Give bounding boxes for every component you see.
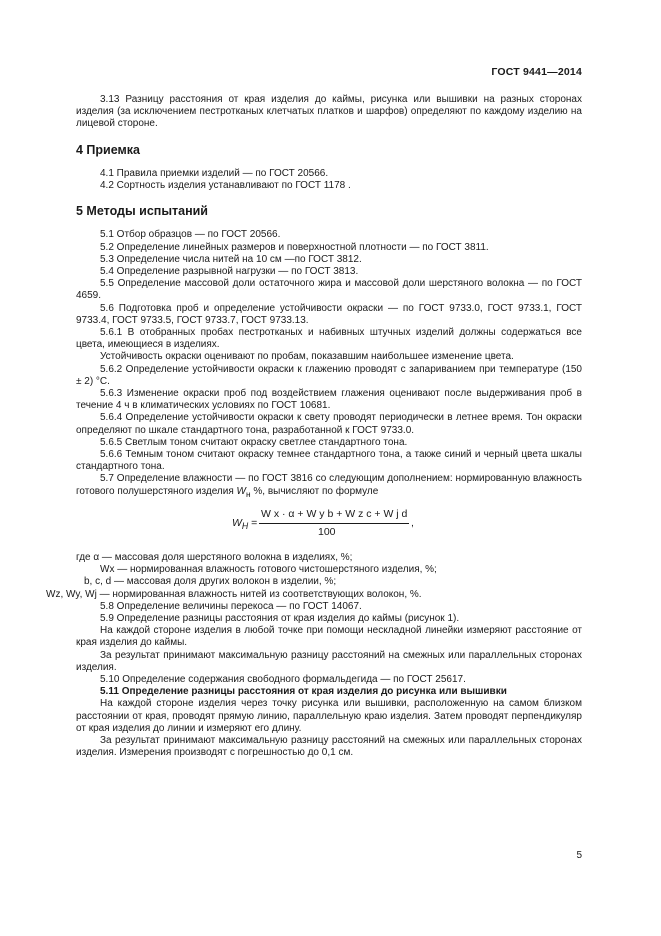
document-code-header: ГОСТ 9441—2014 (491, 66, 582, 78)
paragraph-5-9: 5.9 Определение разницы расстояния от края изделия до каймы (рисунок 1). (100, 612, 460, 624)
paragraph-5-6-1: 5.6.1 В отобранных пробах пестротканых и набивных штучных изделий должны содержаться все цвета, имеющиеся в изделиях. (76, 327, 582, 351)
paragraph-5-6-3: 5.6.3 Изменение окраски проб под воздействием глажения оценивают после выдерживания проб в течение 4 ч в климатических условиях по ГОСТ 10681. (76, 388, 582, 412)
paragraph-5-6-5: 5.6.5 Светлым тоном считают окраску светлее стандартного тона. (100, 436, 408, 448)
formula-comma: , (411, 516, 414, 529)
paragraph-5-4: 5.4 Определение разрывной нагрузки — по ГОСТ 3813. (100, 266, 359, 278)
formula-lhs-symbol: W (232, 516, 242, 529)
paragraph-5-5: 5.5 Определение массовой доли остаточного жира и массовой доли шерстяного волокна — по ГОСТ 4659. (76, 278, 582, 302)
paragraph-5-9-result: За результат принимают максимальную разницу расстояний на смежных или параллельных сторонах изделия. (76, 649, 582, 673)
moisture-symbol: W (236, 485, 246, 497)
paragraph-5-10: 5.10 Определение содержания свободного формальдегида — по ГОСТ 25617. (100, 673, 466, 685)
section-5-title: 5 Методы испытаний (76, 204, 208, 219)
formula-legend-bcd: b, c, d — массовая доля других волокон в изделии, %; (84, 576, 337, 588)
formula-legend-wzyj: Wz, Wy, Wj — нормированная влажность нитей из соответствующих волокон, %. (46, 588, 422, 600)
paragraph-5-11-result: За результат принимают максимальную разницу расстояний на смежных или параллельных сторонах изделия. Измерения производят с погрешностью до 0,1 см. (76, 734, 582, 759)
formula-lhs (232, 517, 257, 532)
section-4-title: 4 Приемка (76, 142, 140, 157)
paragraph-5-8: 5.8 Определение величины перекоса — по ГОСТ 14067. (100, 600, 362, 612)
formula-numerator: W x · α + W y b + W z c + W j d (261, 507, 408, 520)
formula-legend-wx: Wх — нормированная влажность готового чистошерстяного изделия, %; (100, 564, 437, 576)
paragraph-5-2: 5.2 Определение линейных размеров и поверхностной плотности — по ГОСТ 3811. (100, 241, 489, 253)
paragraph-4-1: 4.1 Правила приемки изделий — по ГОСТ 20566. (100, 167, 329, 179)
document-body (46, 94, 582, 759)
paragraph-5-6-4: 5.6.4 Определение устойчивости окраски к свету проводят периодически в летнее время. Тон окраски определяют по шкале стандартного тона, разработанной к ГОСТ 9733.0. (76, 412, 582, 436)
formula-legend-alpha: где α — массовая доля шерстяного волокна в изделиях, %; (76, 551, 353, 563)
paragraph-4-2: 4.2 Сортность изделия устанавливают по ГОСТ 1178 . (100, 180, 351, 192)
paragraph-3-13: 3.13 Разницу расстояния от края изделия до каймы, рисунка или вышивки на разных сторонах изделия (за исключением пестротканых клетчатых платков и шарфов) определяют по каждому изделию на лицевой стороне. (76, 94, 582, 130)
paragraph-5-6-6: 5.6.6 Темным тоном считают окраску темнее стандартного тона, а также синий и черный цвета шкалы стандартного тона. (76, 449, 582, 473)
paragraph-5-7 (76, 473, 582, 499)
formula-fraction-bar (259, 523, 409, 524)
moisture-formula (76, 506, 582, 546)
page-number: 5 (576, 850, 582, 861)
moisture-subscript: н (246, 488, 251, 499)
paragraph-5-11-title: 5.11 Определение разницы расстояния от края изделия до рисунка или вышивки (100, 686, 507, 698)
paragraph-5-1: 5.1 Отбор образцов — по ГОСТ 20566. (100, 229, 281, 241)
paragraph-5-11-measure: На каждой стороне изделия через точку рисунка или вышивки, расположенную на самом близком расстоянии от края, проводят прямую линию, параллельную краю изделия. Затем проводят перпендикуляр от края изделия до линии и измеряют его длину. (76, 698, 582, 734)
paragraph-5-7-text-b: %, вычисляют по формуле (250, 485, 379, 497)
paragraph-5-6-1-cont: Устойчивость окраски оценивают по пробам, показавшим наибольшее изменение цвета. (100, 351, 514, 363)
paragraph-5-9-measure: На каждой стороне изделия в любой точке при помощи нескладной линейки измеряют расстояние от края изделия до каймы. (76, 625, 582, 649)
paragraph-5-7-text-a: 5.7 Определение влажности — по ГОСТ 3816 со следующим дополнением: нормированную влажность готового полушерстяного изделия (76, 473, 582, 497)
paragraph-5-6: 5.6 Подготовка проб и определение устойчивости окраски — по ГОСТ 9733.0, ГОСТ 9733.1, ГОСТ 9733.4, ГОСТ 9733.5, ГОСТ 9733.7, ГОСТ 9733.13. (76, 302, 582, 326)
formula-lhs-subscript: H (241, 520, 249, 531)
paragraph-5-3: 5.3 Определение числа нитей на 10 см —по ГОСТ 3812. (100, 253, 362, 265)
formula-equals: = (248, 516, 258, 529)
formula-denominator: 100 (318, 525, 336, 538)
paragraph-5-6-2: 5.6.2 Определение устойчивости окраски к глажению проводят с запариванием при температуре (150 ± 2) °С. (76, 363, 582, 387)
